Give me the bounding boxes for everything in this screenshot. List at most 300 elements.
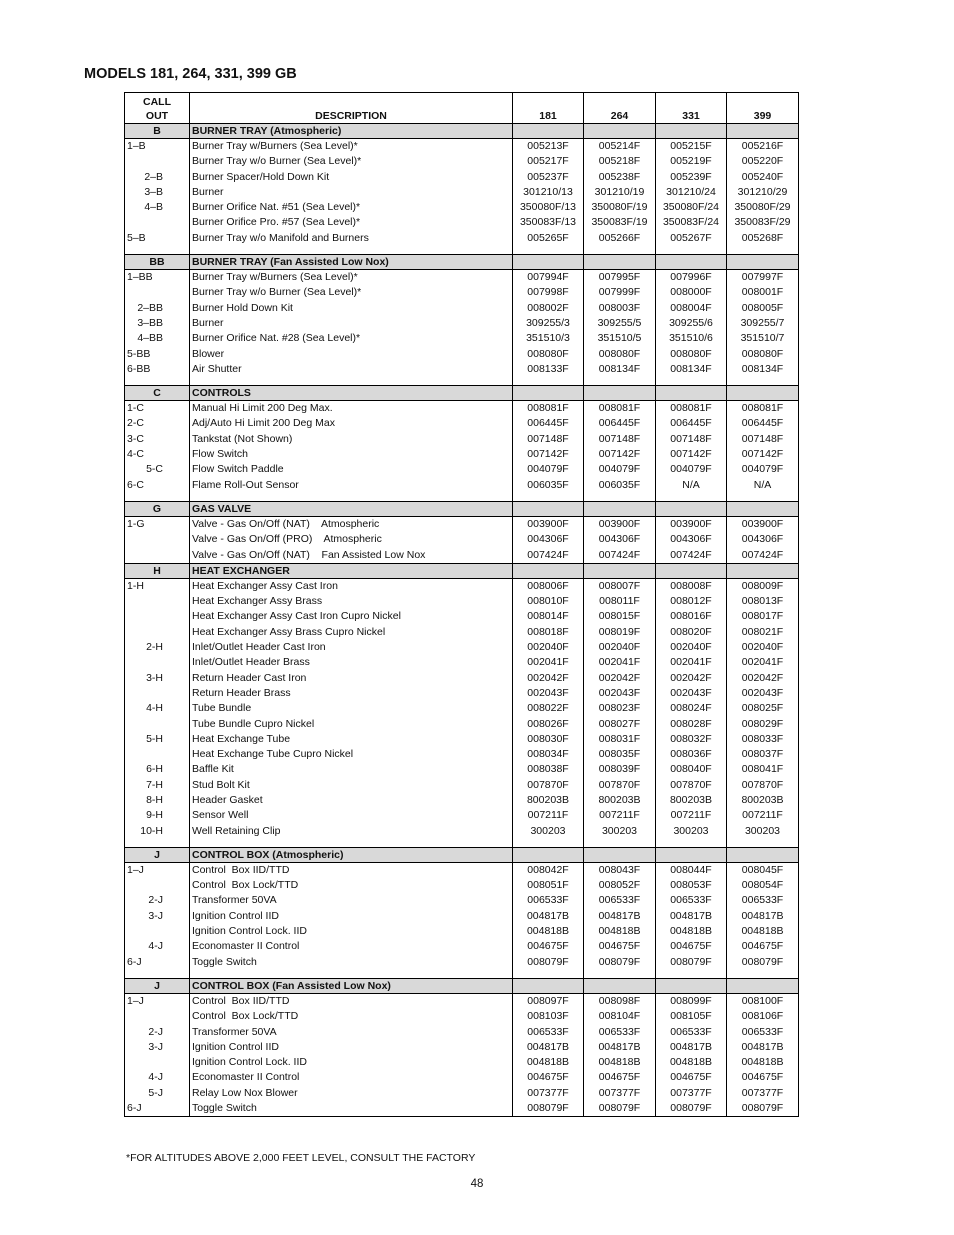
part-number-cell-399: 800203B [727,793,799,808]
description-cell: Ignition Control Lock. IID [190,924,513,939]
description-cell: Burner Hold Down Kit [190,301,513,316]
description-cell: Transformer 50VA [190,1025,513,1040]
table-row [125,270,799,286]
table-row [125,1086,799,1101]
part-number-cell-264: 007995F [584,270,656,286]
part-number-cell-331: 007377F [656,1086,727,1101]
table-row [125,655,799,670]
callout-cell: 4-J [125,1070,190,1085]
table-row [125,893,799,908]
part-number-cell-181: 004818B [513,924,584,939]
description-cell: Flow Switch [190,447,513,462]
part-number-cell-331: 004675F [656,939,727,954]
table-row [125,701,799,716]
table-row [125,762,799,777]
part-number-cell-264: 004817B [584,909,656,924]
callout-cell: 6-C [125,478,190,493]
section-title: CONTROLS [190,386,513,401]
part-number-cell-181: 004675F [513,1070,584,1085]
part-number-cell-264: 300203 [584,824,656,839]
section-header-row [125,978,799,993]
description-cell: Control Box Lock/TTD [190,1009,513,1024]
description-cell: Sensor Well [190,808,513,823]
description-cell: Control Box IID/TTD [190,993,513,1009]
spacer-row [125,970,799,979]
part-number-cell-399: 004817B [727,1040,799,1055]
part-number-cell-331: 351510/6 [656,331,727,346]
part-number-cell-331: 004818B [656,924,727,939]
spacer-cell [584,839,656,848]
part-number-cell-264: 008007F [584,578,656,594]
callout-cell [125,686,190,701]
part-number-cell-181: 007424F [513,548,584,564]
part-number-cell-264: 008052F [584,878,656,893]
section-empty-cell [727,124,799,139]
part-number-cell-399: 006533F [727,893,799,908]
part-number-cell-331: 008028F [656,717,727,732]
spacer-cell [656,493,727,502]
spacer-cell [727,493,799,502]
description-cell: Relay Low Nox Blower [190,1086,513,1101]
part-number-cell-331: 005215F [656,139,727,155]
section-header-row [125,847,799,862]
table-row [125,1025,799,1040]
part-number-cell-399: 004818B [727,924,799,939]
description-cell: Ignition Control Lock. IID [190,1055,513,1070]
part-number-cell-331: 002042F [656,671,727,686]
spacer-row [125,493,799,502]
part-number-cell-264: 008023F [584,701,656,716]
spacer-cell [727,839,799,848]
part-number-cell-331: 002040F [656,640,727,655]
section-empty-cell [584,386,656,401]
callout-cell [125,878,190,893]
part-number-cell-181: 309255/3 [513,316,584,331]
table-row [125,200,799,215]
section-empty-cell [584,563,656,578]
part-number-cell-399: 006533F [727,1025,799,1040]
callout-cell: 1–B [125,139,190,155]
part-number-cell-399: 007424F [727,548,799,564]
part-number-cell-264: 004817B [584,1040,656,1055]
part-number-cell-399: 350080F/29 [727,200,799,215]
description-cell: Inlet/Outlet Header Brass [190,655,513,670]
table-row [125,462,799,477]
part-number-cell-181: 005237F [513,170,584,185]
part-number-cell-264: 005214F [584,139,656,155]
callout-cell: 2-C [125,416,190,431]
table-row [125,686,799,701]
part-number-cell-264: 008079F [584,955,656,970]
description-cell: Heat Exchange Tube Cupro Nickel [190,747,513,762]
callout-cell: 6-J [125,1101,190,1117]
part-number-cell-399: 301210/29 [727,185,799,200]
part-number-cell-264: 008011F [584,594,656,609]
section-header-row [125,255,799,270]
callout-cell: 3–BB [125,316,190,331]
spacer-cell [727,377,799,386]
description-cell: Tube Bundle [190,701,513,716]
section-empty-cell [656,124,727,139]
part-number-cell-264: 004818B [584,1055,656,1070]
part-number-cell-264: 006445F [584,416,656,431]
description-cell: Inlet/Outlet Header Cast Iron [190,640,513,655]
part-number-cell-399: 004675F [727,939,799,954]
description-cell: Adj/Auto Hi Limit 200 Deg Max [190,416,513,431]
part-number-cell-399: 008100F [727,993,799,1009]
table-row [125,231,799,246]
part-number-cell-399: 008005F [727,301,799,316]
part-number-cell-181: 008103F [513,1009,584,1024]
table-row [125,185,799,200]
description-cell: Burner [190,316,513,331]
part-number-cell-181: 007994F [513,270,584,286]
part-number-cell-181: 005217F [513,154,584,169]
table-row [125,671,799,686]
part-number-cell-264: 350083F/19 [584,215,656,230]
table-row [125,215,799,230]
table-row [125,862,799,878]
part-number-cell-181: 008034F [513,747,584,762]
part-number-cell-331: 008032F [656,732,727,747]
part-number-cell-264: 004306F [584,532,656,547]
part-number-cell-331: 004817B [656,909,727,924]
part-number-cell-181: 008010F [513,594,584,609]
part-number-cell-331: 008004F [656,301,727,316]
callout-cell: 1-G [125,516,190,532]
part-number-cell-181: 007142F [513,447,584,462]
part-number-cell-331: 006445F [656,416,727,431]
part-number-cell-399: 300203 [727,824,799,839]
table-row [125,878,799,893]
callout-cell: 9-H [125,808,190,823]
callout-cell [125,625,190,640]
part-number-cell-331: 008020F [656,625,727,640]
section-empty-cell [584,255,656,270]
callout-cell [125,1055,190,1070]
part-number-cell-181: 007998F [513,285,584,300]
part-number-cell-331: 008105F [656,1009,727,1024]
part-number-cell-331: 002041F [656,655,727,670]
description-cell: Burner Spacer/Hold Down Kit [190,170,513,185]
spacer-cell [125,246,190,255]
part-number-cell-264: 007148F [584,432,656,447]
part-number-cell-331: 007142F [656,447,727,462]
part-number-cell-331: 008044F [656,862,727,878]
part-number-cell-264: 005266F [584,231,656,246]
spacer-cell [584,377,656,386]
part-number-cell-331: 007424F [656,548,727,564]
part-number-cell-181: 008030F [513,732,584,747]
model-header-264: 264 [584,93,656,124]
part-number-cell-331: 350080F/24 [656,200,727,215]
section-empty-cell [513,847,584,862]
part-number-cell-181: 008133F [513,362,584,377]
part-number-cell-399: 008081F [727,401,799,417]
description-cell: Control Box IID/TTD [190,862,513,878]
part-number-cell-181: 008038F [513,762,584,777]
section-empty-cell [584,847,656,862]
table-row [125,1055,799,1070]
callout-cell: 8-H [125,793,190,808]
part-number-cell-399: 007870F [727,778,799,793]
part-number-cell-264: 008027F [584,717,656,732]
callout-cell: 3-C [125,432,190,447]
description-cell: Tankstat (Not Shown) [190,432,513,447]
part-number-cell-264: 008015F [584,609,656,624]
part-number-cell-331: 008053F [656,878,727,893]
part-number-cell-331: 004306F [656,532,727,547]
section-empty-cell [727,255,799,270]
part-number-cell-331: N/A [656,478,727,493]
part-number-cell-181: 008081F [513,401,584,417]
section-empty-cell [584,978,656,993]
part-number-cell-181: 350080F/13 [513,200,584,215]
part-number-cell-181: 008014F [513,609,584,624]
section-code: G [125,501,190,516]
spacer-cell [584,493,656,502]
table-row [125,532,799,547]
part-number-cell-264: 008080F [584,347,656,362]
description-header: DESCRIPTION [190,93,513,124]
part-number-cell-181: 002043F [513,686,584,701]
part-number-cell-181: 300203 [513,824,584,839]
table-row [125,578,799,594]
callout-cell: 5-BB [125,347,190,362]
table-row [125,993,799,1009]
callout-cell: 6-H [125,762,190,777]
part-number-cell-399: 350083F/29 [727,215,799,230]
callout-cell: 1–J [125,993,190,1009]
part-number-cell-181: 008051F [513,878,584,893]
table-row [125,955,799,970]
part-number-cell-331: 007996F [656,270,727,286]
part-number-cell-399: 008037F [727,747,799,762]
spacer-cell [125,493,190,502]
section-empty-cell [727,386,799,401]
part-number-cell-399: 007142F [727,447,799,462]
description-cell: Valve - Gas On/Off (PRO) Atmospheric [190,532,513,547]
callout-cell: 1–J [125,862,190,878]
table-row [125,154,799,169]
model-header-181: 181 [513,93,584,124]
table-row [125,939,799,954]
part-number-cell-264: 008039F [584,762,656,777]
part-number-cell-399: 008001F [727,285,799,300]
description-cell: Control Box Lock/TTD [190,878,513,893]
table-row [125,717,799,732]
description-cell: Stud Bolt Kit [190,778,513,793]
page-title: MODELS 181, 264, 331, 399 GB [84,66,297,82]
part-number-cell-399: 004306F [727,532,799,547]
callout-cell [125,532,190,547]
part-number-cell-181: 002041F [513,655,584,670]
part-number-cell-331: 007211F [656,808,727,823]
spacer-row [125,246,799,255]
callout-cell: 5-J [125,1086,190,1101]
part-number-cell-264: 004675F [584,1070,656,1085]
table-row [125,1101,799,1117]
callout-cell: 4–BB [125,331,190,346]
spacer-cell [513,493,584,502]
part-number-cell-264: 008035F [584,747,656,762]
description-cell: Burner Tray w/o Burner (Sea Level)* [190,285,513,300]
part-number-cell-331: 800203B [656,793,727,808]
part-number-cell-264: 004079F [584,462,656,477]
part-number-cell-331: 006533F [656,1025,727,1040]
part-number-cell-181: 008002F [513,301,584,316]
part-number-cell-264: 008081F [584,401,656,417]
part-number-cell-181: 008022F [513,701,584,716]
callout-cell: 4-H [125,701,190,716]
part-number-cell-331: 008036F [656,747,727,762]
part-number-cell-181: 004818B [513,1055,584,1070]
section-empty-cell [656,563,727,578]
part-number-cell-331: 003900F [656,516,727,532]
callout-cell [125,717,190,732]
part-number-cell-399: 008134F [727,362,799,377]
table-row [125,640,799,655]
part-number-cell-264: 004675F [584,939,656,954]
section-empty-cell [513,978,584,993]
spacer-cell [513,970,584,979]
part-number-cell-264: 800203B [584,793,656,808]
callout-cell [125,747,190,762]
section-empty-cell [513,124,584,139]
part-number-cell-181: 800203B [513,793,584,808]
spacer-cell [727,970,799,979]
part-number-cell-399: 008033F [727,732,799,747]
description-cell: Toggle Switch [190,955,513,970]
table-row [125,478,799,493]
part-number-cell-399: 008045F [727,862,799,878]
part-number-cell-331: 008008F [656,578,727,594]
model-header-399: 399 [727,93,799,124]
section-code: BB [125,255,190,270]
callout-cell: 2–B [125,170,190,185]
section-empty-cell [656,978,727,993]
callout-cell: 3–B [125,185,190,200]
part-number-cell-331: 008024F [656,701,727,716]
part-number-cell-331: 008079F [656,1101,727,1117]
table-row [125,1040,799,1055]
callout-cell: 3-J [125,909,190,924]
callout-cell: 1–BB [125,270,190,286]
part-number-cell-399: 005216F [727,139,799,155]
part-number-cell-331: 008012F [656,594,727,609]
table-row [125,808,799,823]
part-number-cell-331: 007148F [656,432,727,447]
part-number-cell-399: 007377F [727,1086,799,1101]
section-title: BURNER TRAY (Fan Assisted Low Nox) [190,255,513,270]
part-number-cell-264: 003900F [584,516,656,532]
callout-cell: 2–BB [125,301,190,316]
part-number-cell-331: 005219F [656,154,727,169]
section-empty-cell [727,501,799,516]
part-number-cell-399: 351510/7 [727,331,799,346]
parts-body [125,124,799,1117]
description-cell: Flame Roll-Out Sensor [190,478,513,493]
part-number-cell-181: 008006F [513,578,584,594]
part-number-cell-399: 008017F [727,609,799,624]
part-number-cell-264: 007870F [584,778,656,793]
part-number-cell-399: 008041F [727,762,799,777]
part-number-cell-181: 005265F [513,231,584,246]
description-cell: Burner Orifice Nat. #28 (Sea Level)* [190,331,513,346]
part-number-cell-181: 008080F [513,347,584,362]
callout-cell: 3-H [125,671,190,686]
table-row [125,139,799,155]
part-number-cell-331: 008099F [656,993,727,1009]
description-cell: Burner Orifice Pro. #57 (Sea Level)* [190,215,513,230]
part-number-cell-264: 008134F [584,362,656,377]
spacer-cell [125,970,190,979]
part-number-cell-264: 007377F [584,1086,656,1101]
part-number-cell-399: 008029F [727,717,799,732]
part-number-cell-331: 301210/24 [656,185,727,200]
part-number-cell-399: N/A [727,478,799,493]
part-number-cell-399: 008025F [727,701,799,716]
table-row [125,1009,799,1024]
footnote: *FOR ALTITUDES ABOVE 2,000 FEET LEVEL, CONSULT THE FACTORY [126,1152,476,1164]
part-number-cell-399: 008054F [727,878,799,893]
spacer-cell [190,493,513,502]
part-number-cell-331: 008000F [656,285,727,300]
callout-cell [125,154,190,169]
description-cell: Heat Exchanger Assy Cast Iron Cupro Nickel [190,609,513,624]
description-cell: Return Header Cast Iron [190,671,513,686]
page-number: 48 [470,1178,484,1190]
spacer-cell [513,246,584,255]
part-number-cell-331: 006533F [656,893,727,908]
section-code: J [125,847,190,862]
spacer-cell [125,377,190,386]
callout-cell: 5–B [125,231,190,246]
section-empty-cell [727,978,799,993]
spacer-cell [513,377,584,386]
table-row [125,170,799,185]
part-number-cell-264: 006533F [584,893,656,908]
part-number-cell-264: 006035F [584,478,656,493]
part-number-cell-181: 002040F [513,640,584,655]
part-number-cell-264: 007999F [584,285,656,300]
parts-table [124,92,799,1117]
part-number-cell-264: 008104F [584,1009,656,1024]
spacer-cell [656,377,727,386]
part-number-cell-331: 008081F [656,401,727,417]
spacer-row [125,839,799,848]
part-number-cell-264: 309255/5 [584,316,656,331]
description-cell: Valve - Gas On/Off (NAT) Fan Assisted Low Nox [190,548,513,564]
part-number-cell-264: 008043F [584,862,656,878]
table-row [125,909,799,924]
spacer-row [125,377,799,386]
spacer-cell [656,839,727,848]
part-number-cell-264: 351510/5 [584,331,656,346]
part-number-cell-399: 007211F [727,808,799,823]
section-empty-cell [727,847,799,862]
part-number-cell-181: 004817B [513,909,584,924]
description-cell: Baffle Kit [190,762,513,777]
part-number-cell-264: 008031F [584,732,656,747]
section-code: H [125,563,190,578]
section-empty-cell [656,255,727,270]
table-row [125,301,799,316]
table-row [125,516,799,532]
table-row [125,625,799,640]
part-number-cell-181: 007148F [513,432,584,447]
part-number-cell-264: 350080F/19 [584,200,656,215]
